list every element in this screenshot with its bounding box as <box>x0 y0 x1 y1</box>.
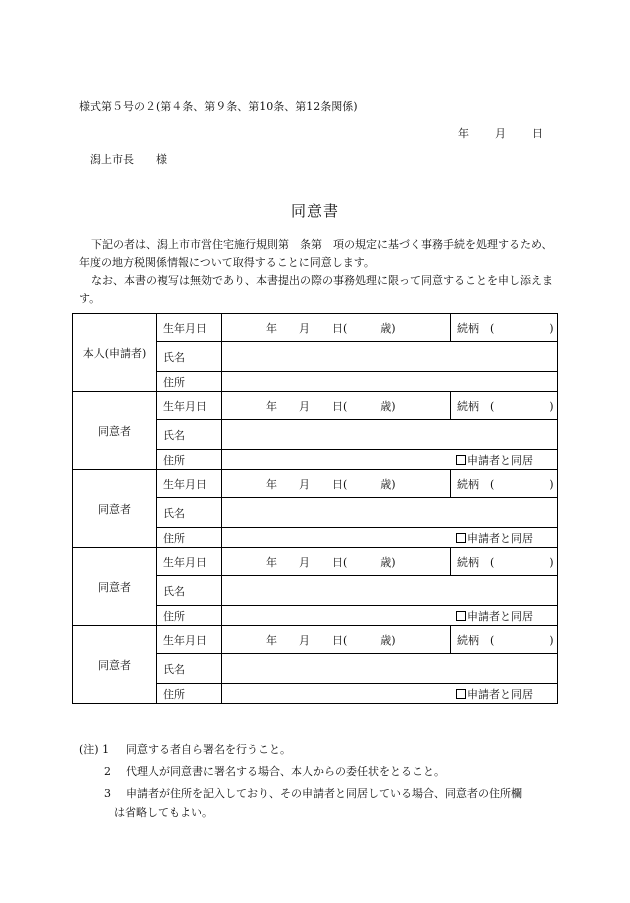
table-row <box>73 626 558 654</box>
field-label-address: 住所 <box>157 372 222 392</box>
body-paragraph-2: なお、本書の複写は無効であり、本書提出の際の事務処理に限って同意することを申し添えます。 <box>79 274 553 305</box>
relation-template: 続柄 ( ) <box>457 321 554 335</box>
date-month: 月 <box>495 127 506 140</box>
table-row <box>73 548 558 576</box>
table-row <box>73 470 558 498</box>
field-label-dob: 生年月日 <box>157 470 222 498</box>
role-label: 同意者 <box>73 548 157 626</box>
field-label-name: 氏名 <box>157 654 222 684</box>
relation-field[interactable] <box>451 314 558 342</box>
field-label-dob: 生年月日 <box>157 314 222 342</box>
field-label-dob: 生年月日 <box>157 626 222 654</box>
field-label-address: 住所 <box>157 606 222 626</box>
dob-field[interactable] <box>222 626 451 654</box>
name-field[interactable] <box>222 576 558 606</box>
dob-template: 年 月 日( 歳) <box>266 555 396 569</box>
cohabit-label: 申請者と同居 <box>467 531 533 545</box>
field-label-name: 氏名 <box>157 498 222 528</box>
field-label-address: 住所 <box>157 450 222 470</box>
field-label-name: 氏名 <box>157 420 222 450</box>
address-field[interactable] <box>222 528 558 548</box>
cohabit-label: 申請者と同居 <box>467 453 533 467</box>
role-label: 同意者 <box>73 392 157 470</box>
cohabit-label: 申請者と同居 <box>467 609 533 623</box>
field-label-name: 氏名 <box>157 576 222 606</box>
checkbox-icon[interactable] <box>456 533 466 543</box>
address-field[interactable] <box>222 606 558 626</box>
table-row <box>73 314 558 342</box>
name-field[interactable] <box>222 498 558 528</box>
dob-template: 年 月 日( 歳) <box>266 399 396 413</box>
name-field[interactable] <box>222 654 558 684</box>
cohabit-option[interactable] <box>456 530 557 546</box>
field-label-dob: 生年月日 <box>157 548 222 576</box>
cohabit-option[interactable] <box>456 452 557 468</box>
note-item-3: 申請者が住所を記入しており、その申請者と同居している場合、同意者の住所欄 <box>126 787 522 800</box>
field-label-name: 氏名 <box>157 342 222 372</box>
table-row <box>73 392 558 420</box>
body-paragraph-1: 下記の者は、潟上市市営住宅施行規則第 条第 項の規定に基づく事務手続を処理するため、 年度の地方税関係情報について取得することに同意します。 <box>79 238 559 269</box>
dob-field[interactable] <box>222 314 451 342</box>
relation-field[interactable] <box>451 392 558 420</box>
date-year: 年 <box>458 127 469 140</box>
date-line <box>458 125 543 141</box>
relation-template: 続柄 ( ) <box>457 633 554 647</box>
relation-template: 続柄 ( ) <box>457 477 554 491</box>
document-title: 同意書 <box>290 202 339 220</box>
role-label: 同意者 <box>73 626 157 704</box>
dob-field[interactable] <box>222 392 451 420</box>
name-field[interactable] <box>222 420 558 450</box>
relation-field[interactable] <box>451 548 558 576</box>
cohabit-option[interactable] <box>456 686 557 702</box>
dob-template: 年 月 日( 歳) <box>266 477 396 491</box>
field-label-dob: 生年月日 <box>157 392 222 420</box>
checkbox-icon[interactable] <box>456 455 466 465</box>
dob-template: 年 月 日( 歳) <box>266 633 396 647</box>
cohabit-label: 申請者と同居 <box>467 687 533 701</box>
form-number: 様式第５号の２(第４条、第９条、第10条、第12条関係) <box>79 100 358 113</box>
note-number-3: 3 <box>104 787 111 800</box>
dob-template: 年 月 日( 歳) <box>266 321 396 335</box>
note-number-2: 2 <box>104 765 111 778</box>
field-label-address: 住所 <box>157 528 222 548</box>
relation-template: 続柄 ( ) <box>457 555 554 569</box>
note-item-1: 同意する者自ら署名を行うこと。 <box>126 743 291 756</box>
note-item-2: 代理人が同意書に署名する場合、本人からの委任状をとること。 <box>126 765 445 778</box>
address-field[interactable] <box>222 372 558 392</box>
dob-field[interactable] <box>222 548 451 576</box>
field-label-address: 住所 <box>157 684 222 704</box>
role-label: 本人(申請者) <box>73 314 157 392</box>
role-label: 同意者 <box>73 470 157 548</box>
consent-table <box>72 313 558 704</box>
note-item-3-continued: は省略してもよい。 <box>114 806 213 819</box>
address-field[interactable] <box>222 450 558 470</box>
cohabit-option[interactable] <box>456 608 557 624</box>
date-day: 日 <box>532 127 543 140</box>
dob-field[interactable] <box>222 470 451 498</box>
checkbox-icon[interactable] <box>456 689 466 699</box>
relation-field[interactable] <box>451 470 558 498</box>
address-field[interactable] <box>222 684 558 704</box>
relation-template: 続柄 ( ) <box>457 399 554 413</box>
relation-field[interactable] <box>451 626 558 654</box>
notes-label: (注) 1 <box>79 743 110 756</box>
addressee: 潟上市長 様 <box>90 153 167 166</box>
checkbox-icon[interactable] <box>456 611 466 621</box>
name-field[interactable] <box>222 342 558 372</box>
